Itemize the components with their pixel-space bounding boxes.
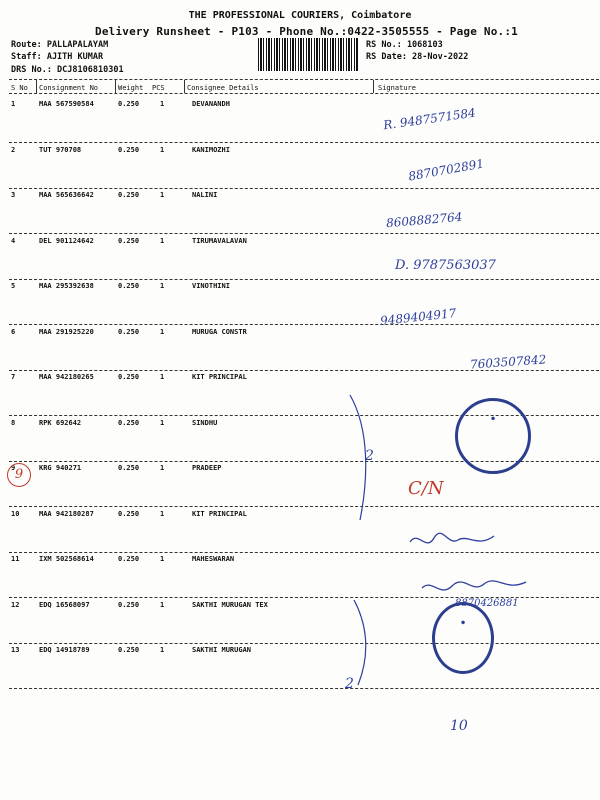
- row-weight: 0.250: [118, 464, 140, 472]
- row-consignee: VINOTHINI: [192, 282, 230, 290]
- signature-row-1: R. 9487571584: [382, 105, 477, 133]
- row-consignment-no: MAA 295392638: [39, 282, 94, 290]
- header-bottom-border: [9, 93, 599, 94]
- row-consignment-no: MAA 291925220: [39, 327, 94, 336]
- row-consignee: SINDHU: [192, 418, 218, 427]
- row-weight: 0.250: [118, 509, 140, 518]
- row-consignment-no: MAA 565636642: [39, 191, 94, 199]
- barcode: [258, 38, 358, 71]
- company-stamp-round: ●: [432, 602, 494, 674]
- row-weight: 0.250: [118, 282, 140, 290]
- row-consignee: KANIMOZHI: [192, 145, 230, 154]
- row-sno: 7: [11, 373, 16, 381]
- row-separator: [9, 324, 599, 325]
- row-consignment-no: EDQ 16568097: [39, 600, 90, 609]
- row-consignee: SAKTHI MURUGAN TEX: [192, 600, 268, 609]
- table-top-border: [9, 79, 599, 80]
- row-sno: 2: [11, 145, 16, 154]
- row-pcs: 1: [160, 327, 165, 336]
- row-separator: [9, 233, 599, 234]
- circled-row-number: 9: [7, 463, 31, 487]
- row-consignee: MURUGA CONSTR: [192, 327, 247, 336]
- row-sno: 4: [11, 236, 16, 245]
- row-pcs: 1: [160, 646, 165, 654]
- row-consignment-no: KRG 940271: [39, 464, 82, 472]
- row-consignee: SAKTHI MURUGAN: [192, 646, 252, 654]
- row-sno: 13: [11, 646, 20, 654]
- row-consignment-no: DEL 901124642: [39, 236, 94, 245]
- row-separator: [9, 552, 599, 553]
- row-pcs: 1: [160, 145, 165, 154]
- row-weight: 0.250: [118, 327, 140, 336]
- signature-phone-row-12: 8870426881: [455, 598, 519, 609]
- row-consignee: DEVANANDH: [192, 100, 230, 108]
- row-sno: 8: [11, 418, 16, 427]
- row-pcs: 1: [160, 373, 165, 381]
- courier-stamp-round: ●: [455, 398, 531, 474]
- row-consignment-no: RPK 692642: [39, 418, 82, 427]
- row-sno: 10: [11, 509, 20, 518]
- row-sno: 6: [11, 327, 16, 336]
- row-weight: 0.250: [118, 418, 140, 427]
- row-pcs: 1: [160, 600, 165, 609]
- margin-mark: 2: [365, 448, 374, 464]
- row-consignee: KIT PRINCIPAL: [192, 509, 247, 518]
- row-pcs: 1: [160, 464, 165, 472]
- cn-note-row-9: C/N: [408, 478, 444, 499]
- row-consignment-no: EDQ 14918789: [39, 646, 90, 654]
- signature-row-2: 8870702891: [407, 156, 485, 184]
- row-separator: [9, 370, 599, 371]
- row-consignee: MAHESWARAN: [192, 555, 235, 563]
- row-separator: [9, 188, 599, 189]
- signature-row-5: 9489404917: [379, 306, 457, 328]
- row-separator: [9, 688, 599, 689]
- staff-label: Staff: AJITH KUMAR: [11, 52, 104, 62]
- row-separator: [9, 142, 599, 143]
- col-divider: [184, 80, 185, 93]
- signature-row-6: 7603507842: [469, 352, 547, 372]
- row-weight: 0.250: [118, 145, 140, 154]
- col-divider: [373, 80, 374, 93]
- col-divider: [36, 80, 37, 93]
- row-consignment-no: MAA 567590584: [39, 100, 94, 108]
- bracket-stroke: [340, 390, 380, 690]
- route-label: Route: PALLAPALAYAM: [11, 40, 109, 50]
- row-sno: 12: [11, 600, 20, 609]
- row-pcs: 1: [160, 282, 165, 290]
- signature-scribble-row-10: [408, 528, 498, 554]
- col-header-signature: Signature: [378, 84, 416, 92]
- col-header-pcs: PCS: [152, 84, 165, 92]
- row-separator: [9, 506, 599, 507]
- row-weight: 0.250: [118, 100, 140, 108]
- row-pcs: 1: [160, 191, 165, 199]
- col-header-consignment: Consignment No: [39, 84, 99, 92]
- row-sno: 5: [11, 282, 16, 290]
- runsheet-subtitle: Delivery Runsheet - P103 - Phone No.:0422-3505555 - Page No.:1: [95, 25, 518, 38]
- row-pcs: 1: [160, 418, 165, 427]
- row-weight: 0.250: [118, 600, 140, 609]
- bottom-mark: 10: [450, 718, 468, 734]
- margin-mark: 2: [345, 676, 354, 692]
- row-consignment-no: MAA 942180287: [39, 509, 94, 518]
- row-consignment-no: TUT 970708: [39, 145, 82, 154]
- row-sno: 9: [11, 464, 16, 472]
- row-pcs: 1: [160, 555, 165, 563]
- row-weight: 0.250: [118, 373, 140, 381]
- rs-number: RS No.: 1068103: [366, 40, 443, 50]
- signature-row-4: D. 9787563037: [395, 258, 496, 273]
- runsheet-title: THE PROFESSIONAL COURIERS, Coimbatore: [188, 10, 412, 21]
- row-pcs: 1: [160, 236, 165, 245]
- row-consignee: NALINI: [192, 191, 218, 199]
- rs-date: RS Date: 28-Nov-2022: [366, 52, 469, 62]
- row-pcs: 1: [160, 100, 165, 108]
- drs-number: DRS No.: DCJ8106810301: [11, 65, 124, 75]
- row-sno: 3: [11, 191, 16, 199]
- row-consignee: PRADEEP: [192, 464, 222, 472]
- row-weight: 0.250: [118, 236, 140, 245]
- row-sno: 11: [11, 555, 20, 563]
- row-weight: 0.250: [118, 555, 140, 563]
- row-separator: [9, 279, 599, 280]
- col-header-consignee: Consignee Details: [187, 84, 259, 92]
- row-consignee: KIT PRINCIPAL: [192, 373, 247, 381]
- col-header-sno: S No: [11, 84, 28, 92]
- signature-row-3: 8608882764: [385, 209, 463, 231]
- row-sno: 1: [11, 100, 16, 108]
- row-pcs: 1: [160, 509, 165, 518]
- row-separator: [9, 643, 599, 644]
- row-consignment-no: MAA 942180265: [39, 373, 94, 381]
- row-consignee: TIRUMAVALAVAN: [192, 236, 247, 245]
- col-header-weight: Weight: [118, 84, 144, 92]
- row-consignment-no: IXM 502568614: [39, 555, 94, 563]
- row-weight: 0.250: [118, 191, 140, 199]
- row-weight: 0.250: [118, 646, 140, 654]
- col-divider: [115, 80, 116, 93]
